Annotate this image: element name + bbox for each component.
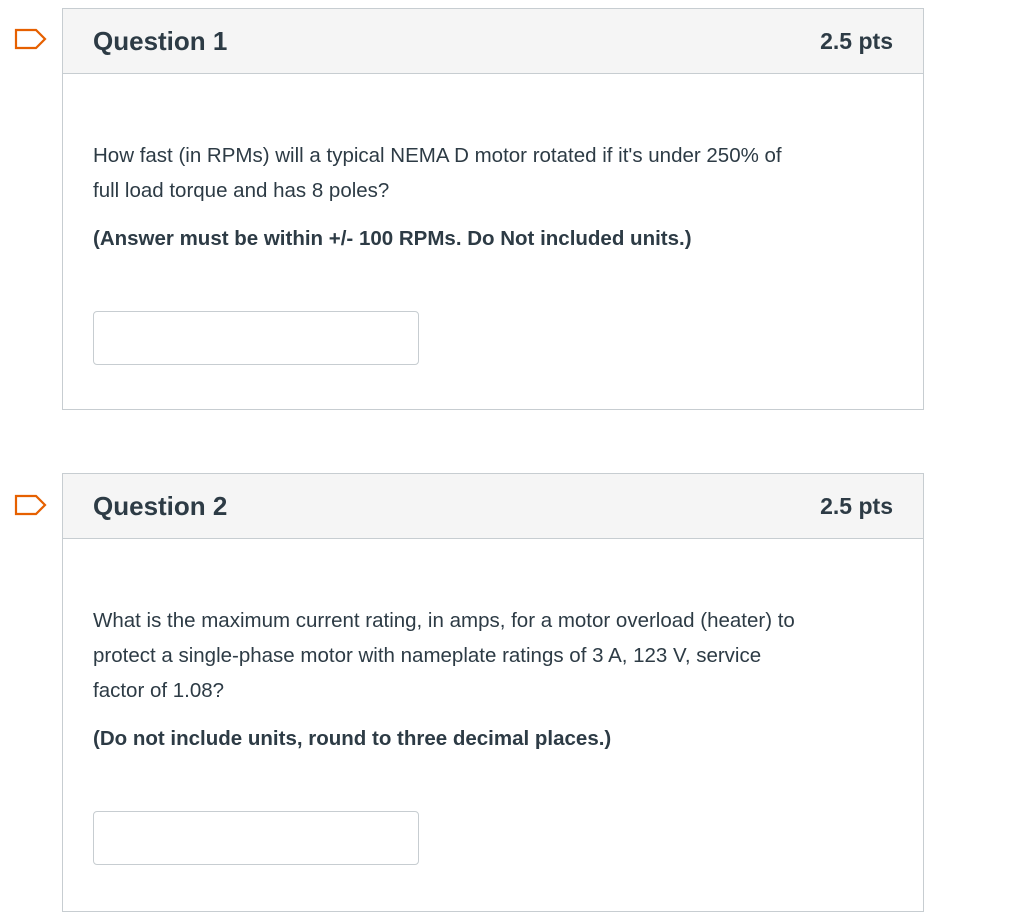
question-title: Question 1: [93, 25, 228, 56]
question-text-line: What is the maximum current rating, in amps, for a motor overload (heater) to: [93, 609, 795, 632]
question-note: (Answer must be within +/- 100 RPMs. Do Not included units.): [93, 227, 692, 250]
question-body: [63, 539, 923, 754]
question-text: [93, 603, 893, 708]
answer-input[interactable]: [93, 811, 419, 865]
flag-question-icon[interactable]: [14, 28, 48, 50]
question-text-line: factor of 1.08?: [93, 679, 225, 702]
question-1-card: [62, 8, 924, 410]
question-header: [63, 474, 923, 539]
question-text-line: full load torque and has 8 poles?: [93, 179, 390, 202]
question-2-card: [62, 473, 924, 912]
question-text-line: protect a single-phase motor with nameplate ratings of 3 A, 123 V, service: [93, 644, 762, 667]
question-points: 2.5 pts: [820, 27, 893, 54]
answer-input[interactable]: [93, 311, 419, 365]
question-text: [93, 138, 893, 208]
question-header: [63, 9, 923, 74]
question-points: 2.5 pts: [820, 492, 893, 519]
question-note: (Do not include units, round to three decimal places.): [93, 727, 612, 750]
flag-question-icon[interactable]: [14, 494, 48, 516]
question-body: [63, 74, 923, 254]
question-text-line: How fast (in RPMs) will a typical NEMA D motor rotated if it's under 250% of: [93, 144, 782, 167]
question-title: Question 2: [93, 490, 228, 521]
